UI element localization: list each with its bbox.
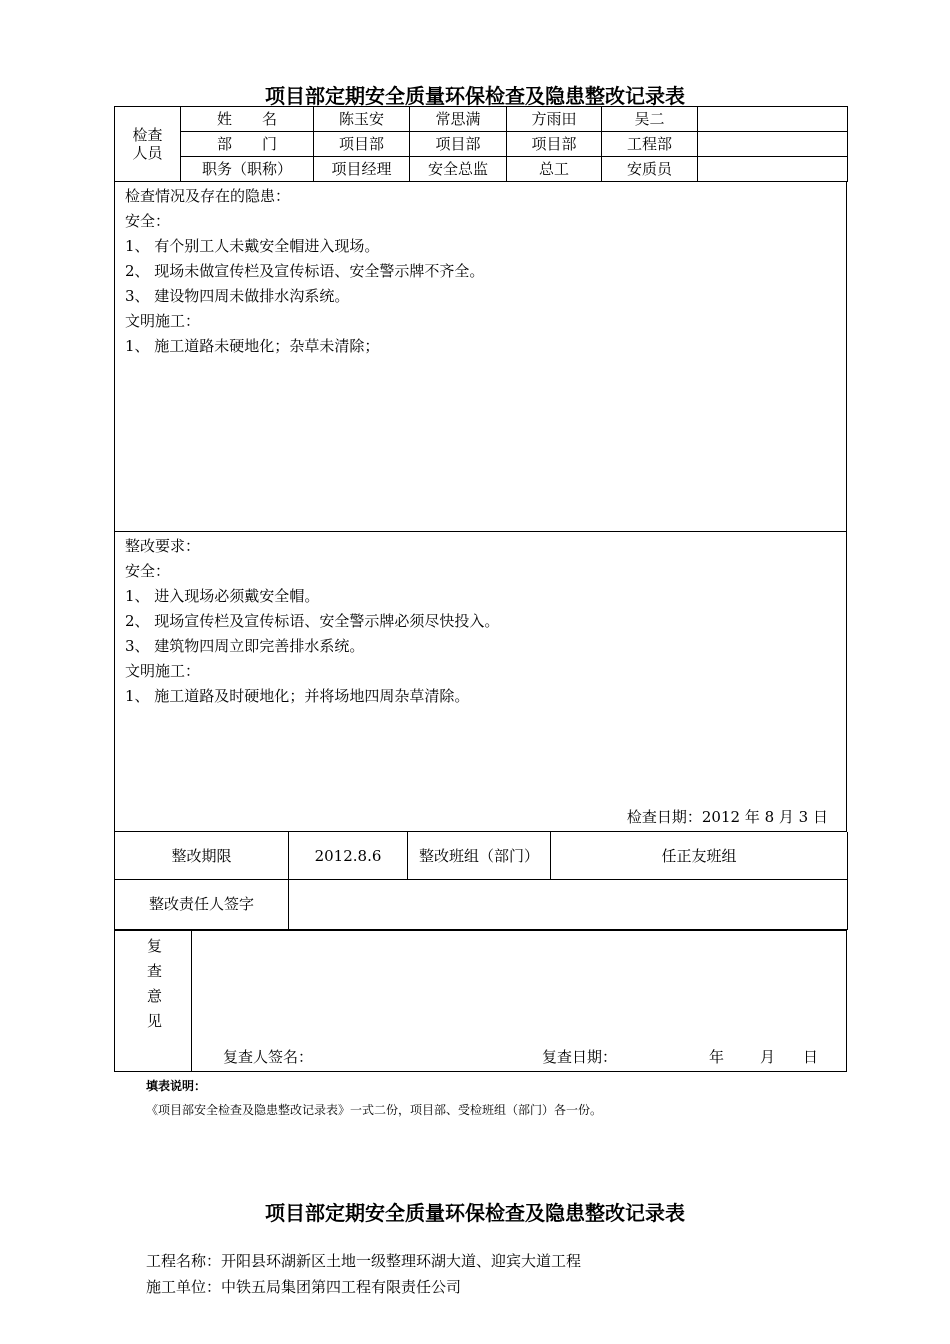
findings-line: 3、 建设物四周未做排水沟系统。: [125, 287, 350, 305]
contractor-name: 施工单位：中铁五局集团第四工程有限责任公司: [146, 1278, 462, 1296]
notes-heading: 填表说明：: [146, 1079, 207, 1093]
rectification-line: 3、 建筑物四周立即完善排水系统。: [125, 637, 365, 655]
reviewer-signature[interactable]: 复查人签名：: [223, 1048, 314, 1066]
page2-title: 项目部定期安全质量环保检查及隐患整改记录表: [265, 1201, 685, 1225]
inspectors-group-label: [115, 107, 181, 182]
table-cell: 吴二: [602, 107, 698, 132]
rectification-line: 1、 进入现场必须戴安全帽。: [125, 587, 320, 605]
table-cell: 陈玉安: [314, 107, 410, 132]
review-day: 日: [803, 1048, 819, 1066]
table-cell: 总工: [507, 157, 602, 182]
findings-line: 1、 有个别工人未戴安全帽进入现场。: [125, 237, 380, 255]
review-label-char: 见: [147, 1012, 163, 1030]
team-label: 整改班组（部门）: [408, 832, 551, 880]
table-row: [115, 832, 848, 880]
table-row: [115, 879, 848, 930]
review-section: [114, 930, 847, 1072]
findings-line: 1、 施工道路未硬地化；杂草未清除；: [125, 337, 380, 355]
findings-section[interactable]: [114, 182, 847, 532]
row-label-name: 姓 名: [181, 107, 314, 132]
findings-line: 检查情况及存在的隐患：: [125, 187, 291, 205]
findings-line: 文明施工：: [125, 312, 201, 330]
table-cell: 项目部: [410, 132, 507, 157]
row-label-position: 职务（职称）: [181, 157, 314, 182]
inspectors-table: [114, 106, 848, 182]
rectification-line: 安全：: [125, 562, 171, 580]
table-cell: 方雨田: [507, 107, 602, 132]
group-label-line: 检查: [132, 126, 163, 144]
table-cell: 项目部: [314, 132, 410, 157]
deadline-value[interactable]: 2012.8.6: [289, 832, 408, 880]
rectification-line: 1、 施工道路及时硬地化；并将场地四周杂草清除。: [125, 687, 470, 705]
review-month: 月: [760, 1048, 776, 1066]
rectification-line: 2、 现场宣传栏及宣传标语、安全警示牌必须尽快投入。: [125, 612, 500, 630]
responsible-signature-label: 整改责任人签字: [115, 879, 289, 930]
table-cell: 项目部: [507, 132, 602, 157]
table-row: [115, 107, 848, 132]
table-cell: 常思满: [410, 107, 507, 132]
review-label-char: 复: [147, 937, 163, 955]
row-label-department: 部 门: [181, 132, 314, 157]
review-label-char: 意: [147, 987, 163, 1005]
table-row: [115, 132, 848, 157]
review-year: 年: [709, 1048, 725, 1066]
table-cell: 项目经理: [314, 157, 410, 182]
review-label: [115, 931, 192, 1071]
group-label-line: 人员: [132, 144, 163, 162]
table-cell: 安质员: [602, 157, 698, 182]
signature-table: [114, 879, 848, 930]
table-cell[interactable]: [698, 132, 848, 157]
rectification-line: 整改要求：: [125, 537, 201, 555]
findings-line: 2、 现场未做宣传栏及宣传标语、安全警示牌不齐全。: [125, 262, 485, 280]
deadline-label: 整改期限: [115, 832, 289, 880]
check-date: 检查日期：2012 年 8 月 3 日: [626, 808, 828, 826]
review-label-char: 查: [147, 962, 163, 980]
deadline-table: [114, 832, 848, 880]
findings-line: 安全：: [125, 212, 171, 230]
rectification-section[interactable]: [114, 532, 847, 832]
table-cell[interactable]: [698, 107, 848, 132]
table-row: [115, 157, 848, 182]
notes-text: 《项目部安全检查及隐患整改记录表》一式二份，项目部、受检班组（部门）各一份。: [146, 1103, 603, 1117]
project-name: 工程名称：开阳县环湖新区土地一级整理环湖大道、迎宾大道工程: [146, 1252, 582, 1270]
table-cell[interactable]: [698, 157, 848, 182]
rectification-line: 文明施工：: [125, 662, 201, 680]
table-cell: 工程部: [602, 132, 698, 157]
responsible-signature-field[interactable]: [289, 879, 848, 930]
table-cell: 安全总监: [410, 157, 507, 182]
review-date-label[interactable]: 复查日期：: [542, 1048, 618, 1066]
team-value[interactable]: 任正友班组: [551, 832, 848, 880]
form-title: 项目部定期安全质量环保检查及隐患整改记录表: [265, 84, 685, 108]
